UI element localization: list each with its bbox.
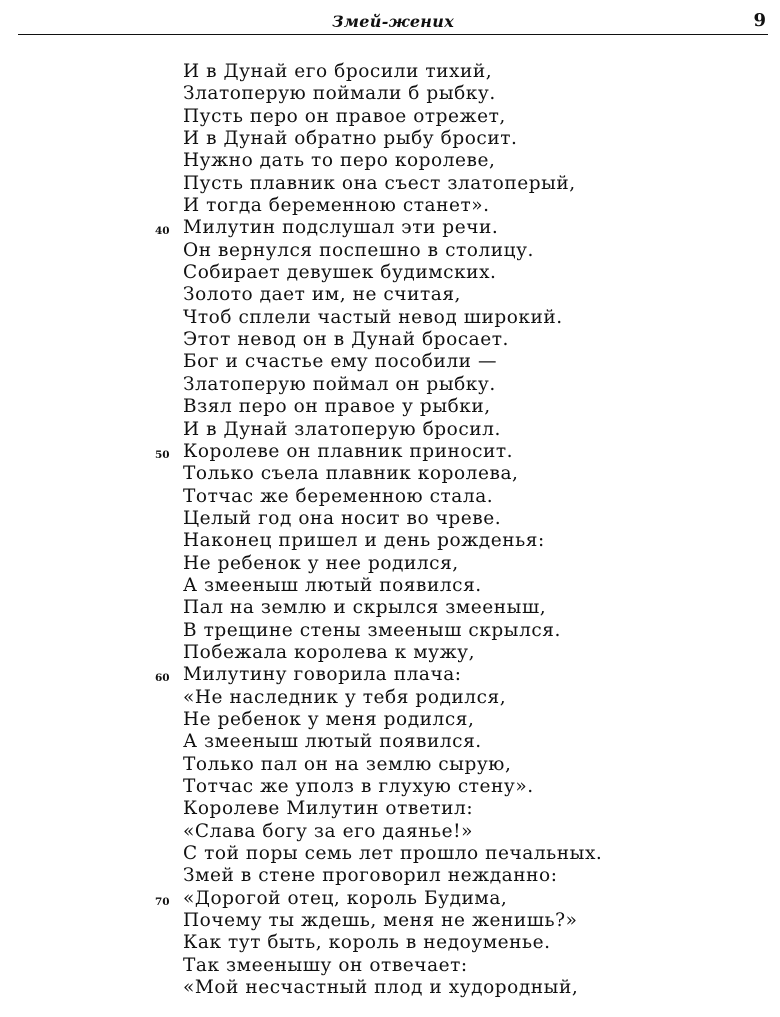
verse-text: Бог и счастье ему пособили — bbox=[183, 351, 498, 373]
poem-line bbox=[0, 195, 780, 217]
verse-text: Королеве Милутин ответил: bbox=[183, 798, 474, 820]
verse-text: «Мой несчастный плод и худородный, bbox=[183, 977, 579, 999]
verse-text: Тотчас же уполз в глухую стену». bbox=[183, 776, 534, 797]
verse-text: «Не наследник у тебя родился, bbox=[183, 686, 507, 708]
verse-text: Милутин подслушал эти речи. bbox=[183, 217, 499, 239]
poem-line bbox=[0, 731, 780, 753]
verse-text: Чтоб сплели частый невод широкий. bbox=[183, 306, 563, 328]
verse-text: Не ребенок у нее родился, bbox=[183, 552, 459, 574]
poem-line bbox=[0, 61, 780, 83]
verse-text: Как тут быть, король в недоуменье. bbox=[183, 932, 551, 954]
poem-line bbox=[0, 687, 780, 709]
verse-text: Пал на землю и скрылся змееныш, bbox=[183, 597, 547, 619]
poem-line bbox=[0, 530, 780, 552]
verse-text: Целый год она носит во чреве. bbox=[183, 507, 502, 529]
page-number: 9 bbox=[753, 10, 766, 31]
verse-text: Побежала королева к мужу, bbox=[183, 641, 476, 663]
poem-line bbox=[0, 284, 780, 306]
verse-text: Собирает девушек будимских. bbox=[183, 262, 497, 284]
poem-line bbox=[0, 240, 780, 262]
verse-text: И тогда беременною станет». bbox=[183, 195, 490, 217]
verse-text: Этот невод он в Дунай бросает. bbox=[183, 329, 509, 351]
poem-line bbox=[0, 106, 780, 128]
verse-text: Тотчас же беременною стала. bbox=[183, 485, 494, 507]
poem-line bbox=[0, 754, 780, 776]
verse-text: И в Дунай златоперую бросил. bbox=[183, 418, 501, 440]
verse-text: С той поры семь лет прошло печальных. bbox=[183, 843, 603, 865]
line-number: 40 bbox=[155, 225, 170, 238]
poem-line bbox=[0, 821, 780, 843]
poem-line bbox=[0, 955, 780, 977]
poem-line bbox=[0, 798, 780, 820]
poem-line bbox=[0, 262, 780, 284]
poem-line bbox=[0, 441, 780, 463]
poem-line bbox=[0, 709, 780, 731]
verse-text: Пусть плавник она съест златоперый, bbox=[183, 172, 576, 194]
line-number: 50 bbox=[155, 448, 170, 461]
poem-line bbox=[0, 977, 780, 999]
verse-text: Златоперую поймал он рыбку. bbox=[183, 373, 496, 395]
verse-text: А змееныш лютый появился. bbox=[183, 731, 482, 753]
verse-text: И в Дунай его бросили тихий, bbox=[183, 61, 493, 82]
verse-text: В трещине стены змееныш скрылся. bbox=[183, 619, 561, 641]
poem-line bbox=[0, 419, 780, 441]
poem-line bbox=[0, 173, 780, 195]
verse-text: Почему ты ждешь, меня не женишь?» bbox=[183, 910, 578, 932]
poem-line bbox=[0, 463, 780, 485]
poem-line bbox=[0, 664, 780, 686]
poem-body bbox=[0, 61, 780, 999]
verse-text: «Слава богу за его даянье!» bbox=[183, 820, 474, 842]
verse-text: Змей в стене проговорил нежданно: bbox=[183, 865, 558, 887]
poem-line bbox=[0, 888, 780, 910]
poem-line bbox=[0, 553, 780, 575]
verse-text: Взял перо он правое у рыбки, bbox=[183, 396, 491, 418]
poem-line bbox=[0, 83, 780, 105]
verse-text: Только пал он на землю сырую, bbox=[183, 753, 512, 775]
verse-text: И в Дунай обратно рыбу бросит. bbox=[183, 128, 518, 150]
poem-line bbox=[0, 508, 780, 530]
verse-text: «Дорогой отец, король Будима, bbox=[183, 887, 508, 909]
poem-line bbox=[0, 843, 780, 865]
verse-text: Милутину говорила плача: bbox=[183, 664, 462, 686]
poem-line bbox=[0, 486, 780, 508]
verse-text: Наконец пришел и день рожденья: bbox=[183, 530, 545, 552]
poem-line bbox=[0, 351, 780, 373]
page-header bbox=[18, 4, 768, 35]
verse-text: Нужно дать то перо королеве, bbox=[183, 150, 496, 172]
poem-line bbox=[0, 217, 780, 239]
poem-line bbox=[0, 150, 780, 172]
poem-line bbox=[0, 396, 780, 418]
verse-text: А змееныш лютый появился. bbox=[183, 574, 482, 596]
verse-text: Так змеенышу он отвечает: bbox=[183, 954, 468, 976]
verse-text: Златоперую поймали б рыбку. bbox=[183, 83, 496, 105]
poem-line bbox=[0, 128, 780, 150]
verse-text: Королеве он плавник приносит. bbox=[183, 440, 514, 462]
verse-text: Только съела плавник королева, bbox=[183, 463, 519, 485]
poem-line bbox=[0, 776, 780, 798]
poem-line bbox=[0, 329, 780, 351]
verse-text: Пусть перо он правое отрежет, bbox=[183, 105, 506, 127]
poem-line bbox=[0, 932, 780, 954]
poem-line bbox=[0, 575, 780, 597]
poem-line bbox=[0, 307, 780, 329]
poem-line bbox=[0, 910, 780, 932]
line-number: 70 bbox=[155, 895, 170, 908]
poem-line bbox=[0, 597, 780, 619]
verse-text: Не ребенок у меня родился, bbox=[183, 708, 475, 730]
poem-line bbox=[0, 620, 780, 642]
running-title: Змей-жених bbox=[331, 12, 455, 31]
line-number: 60 bbox=[155, 672, 170, 685]
verse-text: Золото дает им, не считая, bbox=[183, 284, 461, 306]
verse-text: Он вернулся поспешно в столицу. bbox=[183, 239, 534, 261]
poem-line bbox=[0, 642, 780, 664]
poem-line bbox=[0, 865, 780, 887]
poem-line bbox=[0, 374, 780, 396]
